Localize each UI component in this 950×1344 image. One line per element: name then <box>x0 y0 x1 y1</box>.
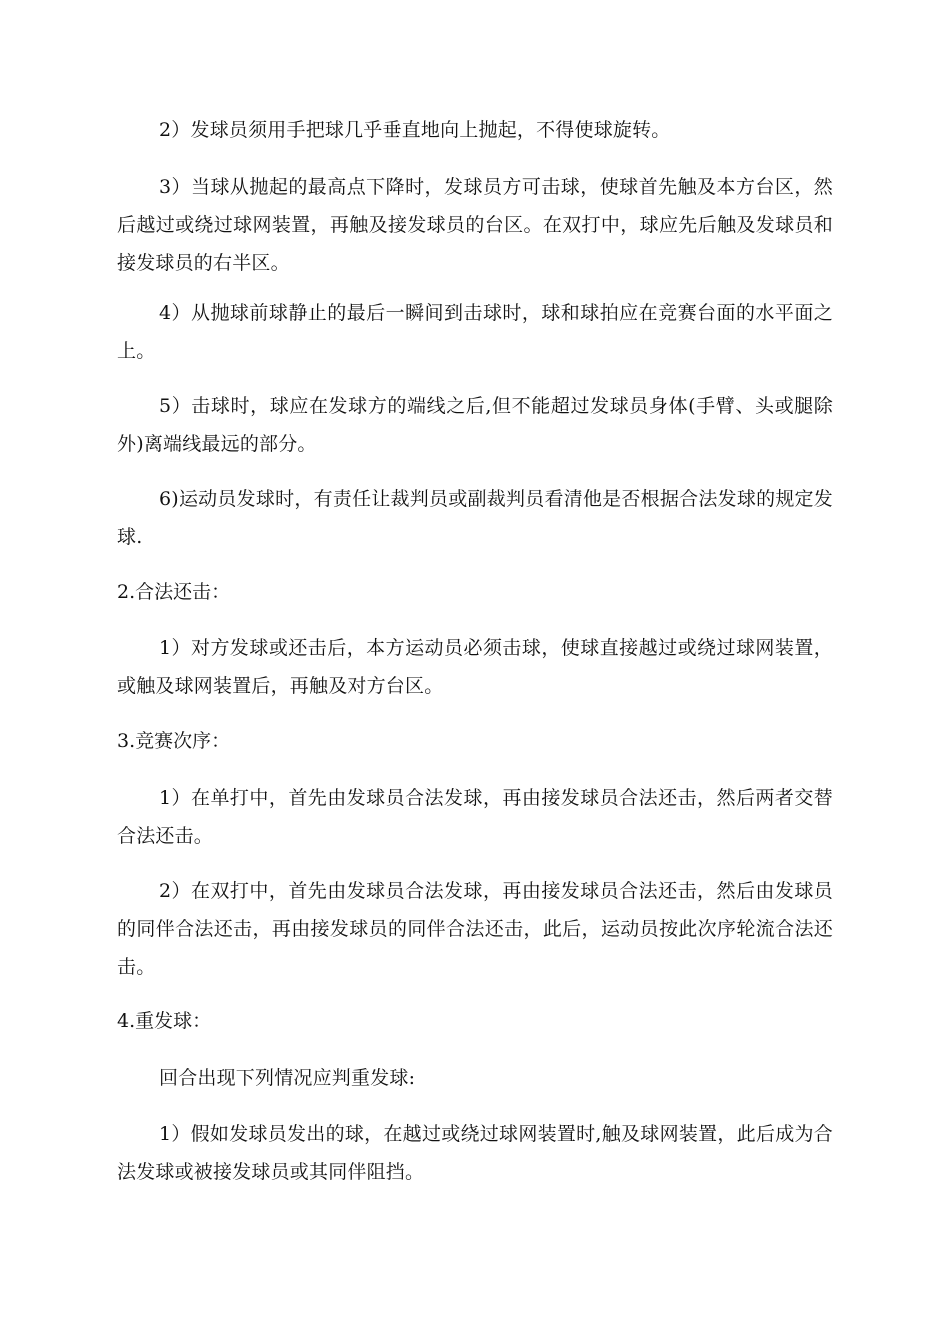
serve-rule-3: 3）当球从抛起的最高点下降时，发球员方可击球，使球首先触及本方台区，然后越过或绕过球网装置，再触及接发球员的台区。在双打中，球应先后触及发球员和接发球员的右半区。 <box>117 176 833 274</box>
let-intro: 回合出现下列情况应判重发球: <box>159 1067 416 1089</box>
section-heading-legal-return: 2.合法还击： <box>117 581 231 603</box>
serve-rule-2: 2）发球员须用手把球几乎垂直地向上抛起，不得使球旋转。 <box>159 119 671 141</box>
section-heading-let: 4.重发球： <box>117 1010 212 1032</box>
legal-return-rule-1: 1）对方发球或还击后，本方运动员必须击球，使球直接越过或绕过球网装置，或触及球网装置后，再触及对方台区。 <box>117 637 833 697</box>
let-rule-1: 1）假如发球员发出的球，在越过或绕过球网装置时,触及球网装置，此后成为合法发球或被接发球员或其同伴阻挡。 <box>117 1123 833 1183</box>
order-rule-1: 1）在单打中，首先由发球员合法发球，再由接发球员合法还击，然后两者交替合法还击。 <box>117 787 833 847</box>
section-heading-order-of-play: 3.竞赛次序： <box>117 730 231 752</box>
serve-rule-5: 5）击球时，球应在发球方的端线之后,但不能超过发球员身体(手臂、头或腿除外)离端线最远的部分。 <box>117 395 833 455</box>
serve-rule-4: 4）从抛球前球静止的最后一瞬间到击球时，球和球拍应在竞赛台面的水平面之上。 <box>117 302 833 362</box>
serve-rule-6: 6)运动员发球时，有责任让裁判员或副裁判员看清他是否根据合法发球的规定发球. <box>117 488 833 548</box>
order-rule-2: 2）在双打中，首先由发球员合法发球，再由接发球员合法还击，然后由发球员的同伴合法还击，再由接发球员的同伴合法还击，此后，运动员按此次序轮流合法还击。 <box>117 880 833 978</box>
